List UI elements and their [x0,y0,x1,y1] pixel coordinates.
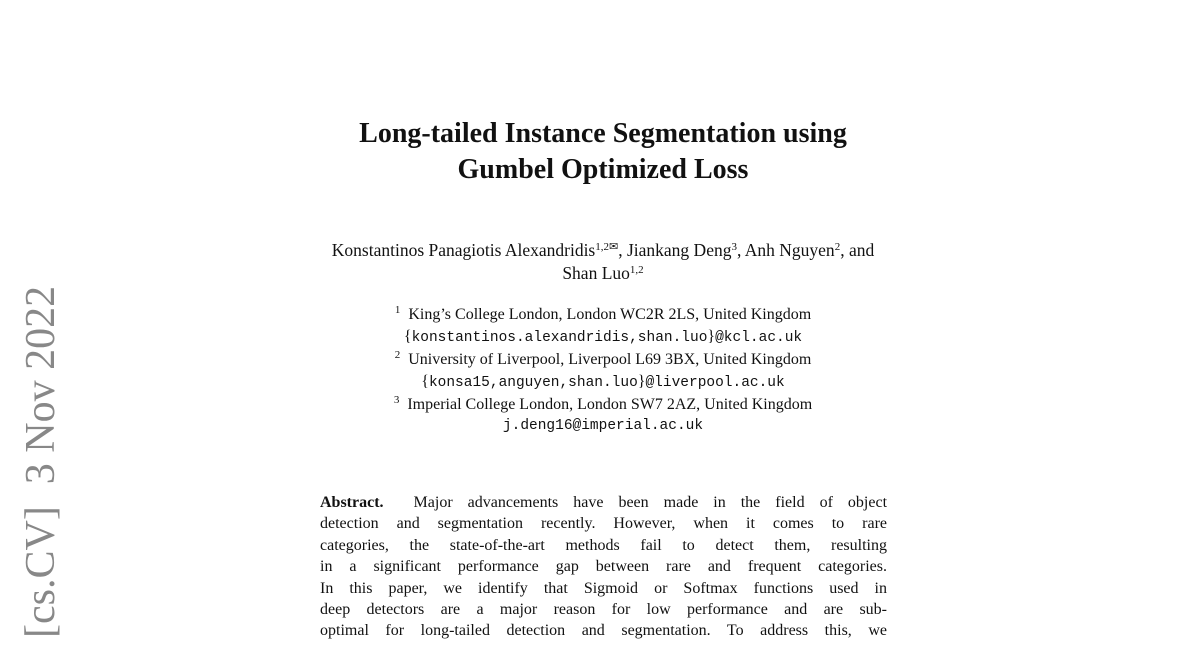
email-domain: @liverpool.ac.uk [645,374,785,391]
paper-title [250,116,956,188]
envelope-icon: ✉ [609,241,619,253]
author-affiliation-marker: 3 [731,241,737,253]
author-name: Jiankang Deng [626,240,732,260]
affiliation-number: 1 [394,304,401,316]
abstract-line: detection and segmentation recently. However, when it comes to rare [320,515,887,533]
title-line-1: Long-tailed Instance Segmentation using [359,118,847,149]
affiliation-line [250,349,956,371]
affiliation-list [250,304,956,438]
email-users: konstantinos.alexandridis,shan.luo [411,329,708,346]
arxiv-stamp [20,286,62,638]
affiliation-institution: University of Liverpool, Liverpool L69 3BX, United Kingdom [408,351,812,369]
author-line-2 [250,262,956,285]
author-name: Konstantinos Panagiotis Alexandridis [331,240,596,260]
arxiv-category: [cs.CV] [18,506,64,638]
affiliation-institution: Imperial College London, London SW7 2AZ, United Kingdom [407,396,813,414]
affiliation-line [250,394,956,416]
abstract-line: in a significant performance gap between rare and frequent categories. [320,558,887,576]
email-domain: @kcl.ac.uk [715,329,803,346]
author-name: Shan Luo [562,263,630,283]
author-affiliation-marker: 2 [834,241,841,253]
affiliation-number: 2 [394,349,401,362]
author-line-1: Konstantinos Panagiotis Alexandridis$^{1,2✉}$, Jiankang Deng$^3$, Anh Nguyen$^2$, and [331,240,875,260]
abstract-label: Abstract. [320,494,384,511]
author-affiliation-marker: 1,2 [629,264,644,276]
abstract-line: In this paper, we identify that Sigmoid or Softmax functions used in [320,579,887,597]
title-line-2: Gumbel Optimized Loss [457,154,749,185]
abstract-line: deep detectors are a major reason for low performance and are sub- [320,601,887,619]
affiliation-email: j.deng16@imperial.ac.uk [502,417,704,434]
author-name: Anh Nguyen [744,240,835,260]
affiliation-institution: King’s College London, London WC2R 2LS, United Kingdom [408,306,812,323]
author-affiliation-marker: 1,2✉ [595,241,619,253]
author-conjunction: , and [840,240,875,260]
abstract [320,492,887,642]
affiliation-email: {konsa15,anguyen,shan.luo}@liverpool.ac.uk [421,372,785,391]
affiliation-line [250,304,956,326]
author-list [250,239,956,285]
abstract-line: Abstract. Major advancements have been made in the field of object [320,494,888,511]
email-users: konsa15,anguyen,shan.luo [428,374,638,391]
abstract-line: categories, the state-of-the-art methods fail to detect them, resulting [320,536,887,554]
arxiv-date: 3 Nov 2022 [18,285,64,485]
affiliation-number: 3 [393,394,400,407]
abstract-line: optimal for long-tailed detection and segmentation. To address this, we [320,622,887,640]
affiliation-email: {konstantinos.alexandridis,shan.luo}@kcl.ac.uk [403,327,803,346]
